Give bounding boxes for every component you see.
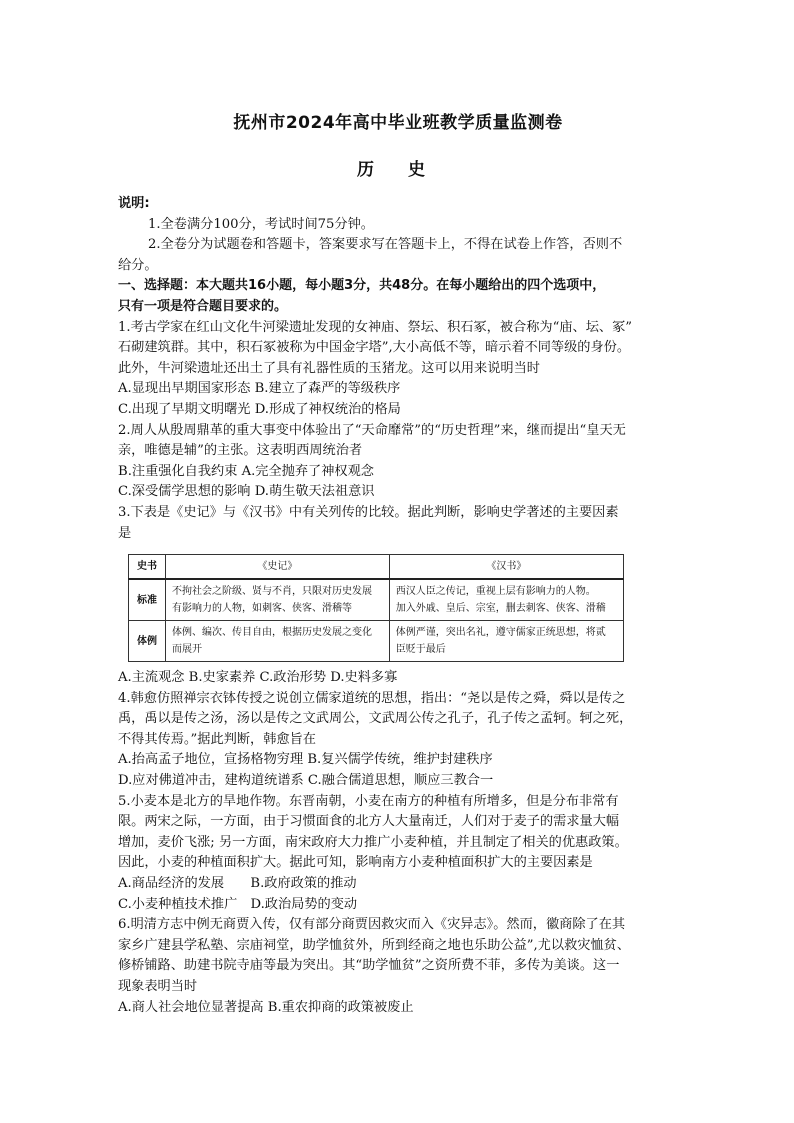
- question-5: [118, 792, 678, 916]
- table-cell-line: 不拘社会之阶级、贤与不肖，只限对历史发展: [172, 586, 372, 598]
- table-cell-line: 臣贬于最后: [395, 644, 446, 656]
- question-4-line-2: 禹，禹以是传之汤，汤以是传之文武周公，文武周公传之孔子，孔子传之孟轲。轲之死，: [118, 711, 633, 727]
- table-cell-line: 而展开: [172, 644, 202, 656]
- question-2-options-ab: B.注重强化自我约束 A.完全抛弃了神权观念: [118, 463, 374, 479]
- table-cell-line: 加入外戚、皇后、宗室，删去刺客、侠客、滑稽: [395, 603, 606, 615]
- question-2-options-cd: C.深受儒学思想的影响 D.萌生敬天法祖意识: [118, 484, 375, 500]
- table-cell: [389, 621, 623, 662]
- question-5-line-1: 5.小麦本是北方的旱地作物。东晋南朝，小麦在南方的种植有所增多，但是分布非常有: [118, 793, 619, 809]
- table-header-hanshu: 《汉书》: [389, 555, 623, 580]
- question-1-line-3: 此外，牛河梁遗址还出土了具有礼器性质的玉猪龙。这可以用来说明当时: [118, 360, 540, 376]
- table-cell-line: 西汉人臣之传记，重视上层有影响力的人物。: [395, 586, 596, 598]
- question-6: [118, 915, 678, 1018]
- table-row: [129, 579, 624, 621]
- section-heading-line-1: 一、选择题：本大题共16小题，每小题3分，共48分。在每小题给出的四个选项中，: [118, 278, 606, 294]
- table-row-head-standard: 标准: [129, 579, 166, 621]
- table-row-head-format: 体例: [129, 621, 166, 662]
- table-cell-line: 有影响力的人物，如刺客、侠客、滑稽等: [172, 603, 352, 615]
- notes-heading: 说明:: [118, 196, 150, 211]
- exam-subject: 历 史: [357, 160, 439, 180]
- question-4: [118, 689, 678, 792]
- question-3-options: A.主流观念 B.史家素养 C.政治形势 D.史料多寡: [118, 670, 398, 686]
- table-cell: [389, 579, 623, 621]
- table-cell-line: 体例、编次、传目自由，根据历史发展之变化: [172, 627, 372, 639]
- question-4-options-cd: D.应对佛道冲击，建构道统谱系 C.融合儒道思想，顺应三教合一: [118, 773, 494, 789]
- question-2-line-2: 亲，唯德是辅”的主张。这表明西周统治者: [118, 443, 363, 459]
- question-4-options-ab: A.抬高孟子地位，宣扬格物穷理 B.复兴儒学传统，维护封建秩序: [118, 752, 493, 768]
- question-6-line-3: 修桥铺路、助建书院寺庙等最为突出。其“助学恤贫”之资所费不菲，多传为美谈。这一: [118, 958, 620, 974]
- question-5-options-cd: C.小麦种植技术推广 D.政治局势的变动: [118, 896, 358, 912]
- question-1-options-cd: C.出现了早期文明曙光 D.形成了神权统治的格局: [118, 401, 401, 417]
- question-1: [118, 318, 678, 421]
- question-5-line-3: 增加，麦价飞涨; 另一方面，南宋政府大力推广小麦种植，并且制定了相关的优惠政策。: [118, 834, 628, 850]
- question-2-line-1: 2.周人从殷周鼎革的重大事变中体验出了“天命靡常”的“历史哲理”来，继而提出“皇天无: [118, 422, 626, 438]
- exam-title: 抚州市2024年高中毕业班教学质量监测卷: [233, 113, 563, 133]
- table-header-shiji: 《史记》: [166, 555, 390, 580]
- question-6-line-2: 家乡广建县学私塾、宗庙祠堂，助学恤贫外，所到经商之地也乐助公益”,尤以救灾恤贫、: [118, 937, 631, 953]
- question-1-options-ab: A.显现出早期国家形态 B.建立了森严的等级秩序: [118, 381, 401, 397]
- question-2: [118, 421, 678, 503]
- note-1: 1.全卷满分100分，考试时间75分钟。: [148, 216, 374, 232]
- question-4-line-3: 不得其传焉。”据此判断，韩愈旨在: [118, 731, 316, 747]
- question-5-line-2: 限。两宋之际，一方面，由于习惯面食的北方人大量南迁，人们对于麦子的需求量大幅: [118, 814, 620, 830]
- comparison-table: [128, 554, 624, 662]
- exam-page: [118, 100, 678, 1018]
- note-2-line-1: 2.全卷分为试题卷和答题卡，答案要求写在答题卡上，不得在试卷上作答，否则不: [148, 237, 623, 253]
- question-5-line-4: 因此，小麦的种植面积扩大。据此可知，影响南方小麦种植面积扩大的主要因素是: [118, 855, 593, 871]
- question-1-line-1: 1.考古学家在红山文化牛河梁遗址发现的女神庙、祭坛、积石冢，被合称为“庙、坛、冢”: [118, 319, 632, 335]
- note-2-line-2: 给分。: [118, 257, 158, 273]
- section-heading-line-2: 只有一项是符合题目要求的。: [118, 298, 288, 314]
- table-header-book: 史书: [129, 555, 166, 580]
- question-6-line-1: 6.明清方志中例无商贾入传，仅有部分商贾因救灾而入《灾异志》。然而，徽商除了在其: [118, 917, 626, 933]
- table-header-row: [129, 555, 624, 580]
- question-3-line-1: 3.下表是《史记》与《汉书》中有关列传的比较。据此判断，影响史学著述的主要因素: [118, 504, 619, 520]
- table-cell: [166, 579, 390, 621]
- question-1-line-2: 石砌建筑群。其中，积石冢被称为中国金字塔”,大小高低不等，暗示着不同等级的身份。: [118, 340, 631, 356]
- table-cell: [166, 621, 390, 662]
- table-row: [129, 621, 624, 662]
- question-6-line-4: 现象表明当时: [118, 979, 198, 994]
- question-6-options-ab: A.商人社会地位显著提高 B.重农抑商的政策被废止: [118, 999, 414, 1015]
- question-3: [118, 503, 678, 689]
- question-3-line-2: 是: [118, 525, 132, 541]
- table-cell-line: 体例严谨，突出名礼，遵守儒家正统思想，将贰: [395, 627, 606, 639]
- question-5-options-ab: A.商品经济的发展 B.政府政策的推动: [118, 876, 357, 892]
- question-4-line-1: 4.韩愈仿照禅宗衣钵传授之说创立儒家道统的思想，指出：“尧以是传之舜，舜以是传之: [118, 690, 626, 706]
